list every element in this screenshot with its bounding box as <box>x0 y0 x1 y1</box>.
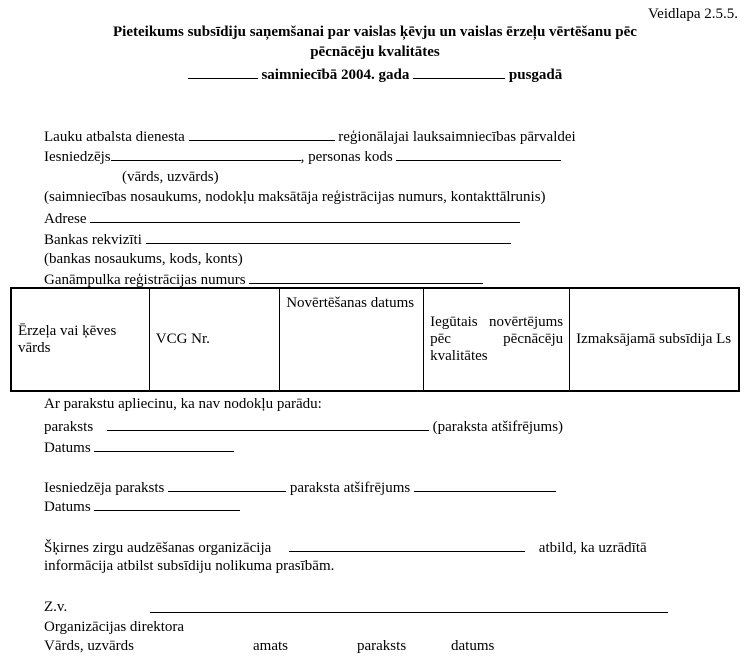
herd-label: Ganāmpulka reģistrācijas numurs <box>44 272 246 288</box>
col-horse-name: Ērzeļa vai ķēves vārds <box>11 288 149 391</box>
service-suffix: reģionālajai lauksaimniecības pārvaldei <box>338 129 576 145</box>
signature-caption: paraksts <box>357 638 407 654</box>
date-field[interactable] <box>94 438 234 452</box>
farm-blank[interactable] <box>188 65 258 79</box>
title-line-3-suffix: pusgadā <box>508 67 563 83</box>
title-line-1: Pieteikums subsīdiju saņemšanai par vaislas ķēvju un vaislas ērzeļu vērtēšanu pēc <box>113 24 637 40</box>
date-label: Datums <box>44 440 91 456</box>
table-header-row <box>11 288 739 391</box>
col-evaluation-date: Novērtēšanas datums <box>280 288 424 391</box>
applicant-date-label: Datums <box>44 499 91 515</box>
applicant-decode-field[interactable] <box>414 478 556 492</box>
horse-table <box>10 287 740 392</box>
date-caption: datums <box>451 638 495 654</box>
title-line-2: pēcnācēju kvalitātes <box>310 44 440 60</box>
address-row <box>44 209 520 228</box>
applicant-signature-label: Iesniedzēja paraksts <box>44 480 165 496</box>
seal-label: Z.v. <box>44 599 68 615</box>
bank-label: Bankas rekvizīti <box>44 232 142 248</box>
declaration-date-row <box>44 438 234 457</box>
bank-field[interactable] <box>146 230 511 244</box>
director-label: Organizācijas direktora <box>44 619 185 635</box>
signature-decode-label: (paraksta atšifrējums) <box>432 419 564 435</box>
organization-label: Šķirnes zirgu audzēšanas organizācija <box>44 540 272 556</box>
personal-code-label: , personas kods <box>300 149 393 165</box>
farm-hint: (saimniecības nosaukums, nodokļu maksātāja reģistrācijas numurs, kontakttālrunis) <box>44 189 546 205</box>
half-year-blank[interactable] <box>413 65 505 79</box>
signature-field[interactable] <box>107 417 429 431</box>
col-vcg: VCG Nr. <box>149 288 279 391</box>
name-label: Vārds, uzvārds <box>44 638 134 654</box>
form-number: Veidlapa 2.5.5. <box>648 6 738 22</box>
title-line-3-text: saimniecībā 2004. gada <box>261 67 410 83</box>
bank-row <box>44 230 511 249</box>
title-line-3 <box>0 65 750 84</box>
organization-row <box>44 538 647 557</box>
applicant-date-field[interactable] <box>94 497 240 511</box>
signature-label: paraksts <box>44 419 94 435</box>
bank-hint: (bankas nosaukums, kods, konts) <box>44 251 243 267</box>
director-signature-line[interactable] <box>150 612 668 613</box>
address-label: Adrese <box>44 211 87 227</box>
declaration-statement: Ar parakstu apliecinu, ka nav nodokļu parādu: <box>44 396 322 412</box>
organization-field[interactable] <box>289 538 525 552</box>
applicant-signature-field[interactable] <box>168 478 286 492</box>
applicant-name-field[interactable] <box>111 147 301 161</box>
applicant-hint: (vārds, uzvārds) <box>122 169 219 185</box>
service-field[interactable] <box>189 127 335 141</box>
herd-field[interactable] <box>249 270 483 284</box>
service-row <box>44 127 576 146</box>
applicant-decode-label: paraksta atšifrējums <box>289 480 411 496</box>
applicant-date-row <box>44 497 240 516</box>
applicant-label: Iesniedzējs <box>44 149 111 165</box>
organization-line-2: informācija atbilst subsīdiju nolikuma prasībām. <box>44 558 335 574</box>
col-subsidy: Izmaksājamā subsīdija Ls <box>570 288 739 391</box>
service-label: Lauku atbalsta dienesta <box>44 129 185 145</box>
declaration-signature-row <box>44 417 563 436</box>
applicant-row <box>44 147 561 166</box>
organization-suffix: atbild, ka uzrādītā <box>538 540 647 556</box>
personal-code-field[interactable] <box>396 147 561 161</box>
position-label: amats <box>253 638 288 654</box>
address-field[interactable] <box>90 209 520 223</box>
applicant-signature-row <box>44 478 556 497</box>
col-evaluation-result: Iegūtais novērtējums pēc pēcnācēju kvalitātes <box>424 288 570 391</box>
